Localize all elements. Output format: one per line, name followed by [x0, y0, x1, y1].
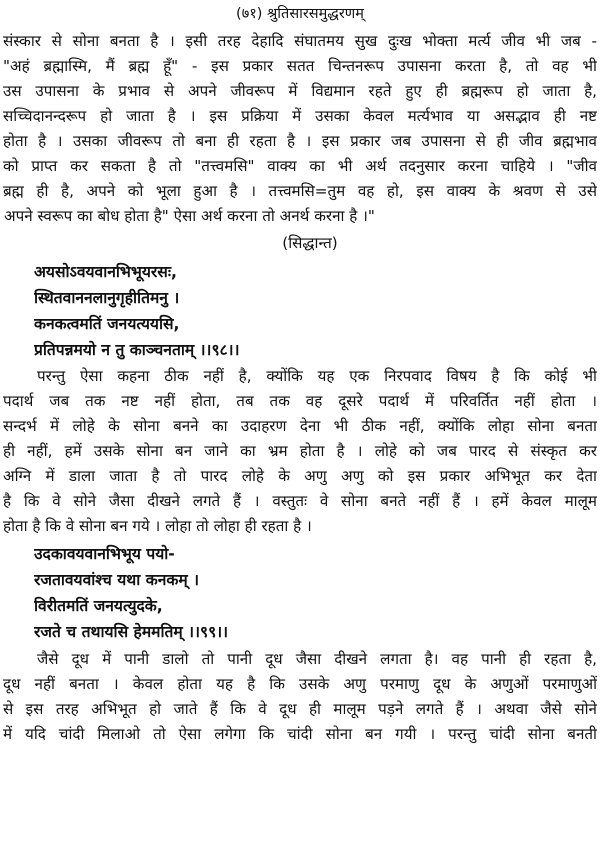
prose-line-15: होता है कि वे सोना बन गये । लोहा तो लोहा ही रहता है । [3, 517, 312, 535]
prose-line-12: ही नहीं, हमें उसके सोना बन जाने का भ्रम होता है । लोहे को जब पारद से संस्कृत कर [3, 442, 597, 460]
prose-line-5: होता है । उसका जीवरूप तो बना ही रहता है । इस प्रकार जब उपासना से ही जीव ब्रह्मभाव [3, 132, 597, 150]
prose-line-6: को प्राप्त कर सकता है तो "तत्त्वमसि" वाक्य का भी अर्थ तदनुसार करना चाहिये । "जीव [3, 157, 597, 175]
prose-line-10: पदार्थ जब तक नष्ट नहीं होता, तब तक वह दूसरे पदार्थ में परिवर्तित नहीं होता । [3, 392, 597, 410]
running-header: (७१) श्रुतिसारसमुद्धरणम् [236, 6, 364, 22]
verse-99-line-3: विरीतमतिं जनयत्युदके, [34, 597, 163, 615]
prose-line-9: परन्तु ऐसा कहना ठीक नहीं है, क्योंकि यह एक निरपवाद विषय है कि कोई भी [37, 367, 597, 385]
prose-line-3: उस उपासना के प्रभाव से अपने जीवरूप में विद्यमान रहते हुए ही ब्रह्मरूप हो जाता है, [3, 82, 597, 100]
prose-line-14: है कि वे सोने जैसा दीखने लगते हैं । वस्तुतः वे सोना बनते नहीं हैं । हमें केवल मालूम [3, 492, 597, 510]
verse-98-line-3: कनकत्वमतिं जनयत्ययसि, [34, 315, 180, 333]
prose-line-8: अपने स्वरूप का बोध होता है" ऐसा अर्थ करना तो अनर्थ करना है ।" [4, 207, 375, 225]
prose-line-11: सन्दर्भ में लोहे के सोना बनने का उदाहरण देना भी ठीक नहीं, क्योंकि लोहा सोना बनता [3, 417, 597, 435]
verse-99-line-1: उदकावयवानभिभूय पयो- [34, 545, 175, 563]
prose-line-19: में यदि चांदी मिलाओ तो ऐसा लगेगा कि चांदी सोना बन गयी । परन्तु चांदी सोना बनती [3, 725, 597, 743]
prose-line-2: "अहं ब्रह्मास्मि, मैं ब्रह्म हूँ" - इस प्रकार सतत चिन्तनरूप उपासना करता है, तो वह भी [3, 57, 597, 75]
verse-98-line-1: अयसोऽवयवानभिभूयरसः, [34, 263, 177, 281]
prose-line-1: संस्कार से सोना बनता है । इसी तरह देहादि संघातमय सुख दुःख भोक्ता मर्त्य जीव भी जब - [3, 32, 597, 50]
section-heading-siddhanta: (सिद्धान्त) [282, 234, 338, 252]
prose-line-16: जैसे दूध में पानी डालो तो पानी दूध जैसा दीखने लगता है। वह पानी ही रहता है, [37, 650, 597, 668]
verse-99-line-2: रजतावयवांश्च यथा कनकम् । [34, 571, 200, 589]
prose-line-18: से इस तरह अभिभूत हो जाते हैं कि वे दूध ही मालूम पड़ने लगते हैं । अथवा जैसे सोने [3, 700, 597, 718]
prose-line-7: ब्रह्म ही है, अपने को भूला हुआ है । तत्त्वमसि=तुम वह हो, इस वाक्य के श्रवण से उसे [3, 182, 597, 200]
prose-line-4: सच्चिदानन्दरूप हो जाता है । इस प्रक्रिया में उसका केवल मर्त्यभाव या असद्भाव ही नष्ट [3, 107, 597, 125]
prose-line-13: अग्नि में डाला जाता है तो पारद लोहे के अणु अणु को इस प्रकार अभिभूत कर देता [3, 467, 597, 485]
prose-line-17: दूध नहीं बनता । केवल होता यह है कि उसके अणु परमाणु दूध के अणुओं परमाणुओं [3, 675, 597, 693]
verse-98-line-2: स्थितवाननलानुगृहीतिमनु । [34, 289, 180, 307]
verse-98-line-4: प्रतिपन्नमयो न तु काञ्चनताम् ।।९८।। [34, 341, 240, 359]
verse-99-line-4: रजते च तथायसि हेममतिम् ।।९९।। [34, 623, 229, 641]
